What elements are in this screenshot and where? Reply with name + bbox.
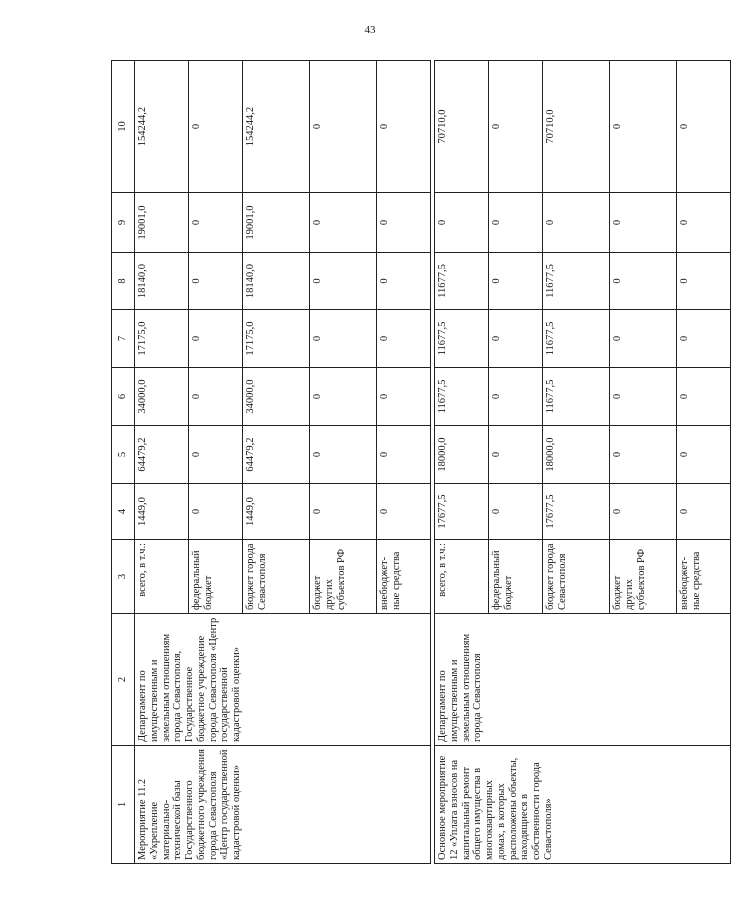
value-cell: 18000,0 — [543, 426, 610, 484]
source-cell: внебюджет-ные средства — [677, 540, 731, 614]
value-cell: 0 — [189, 426, 243, 484]
header-row — [112, 61, 135, 864]
source-cell: бюджет других субъектов РФ — [610, 540, 677, 614]
value-cell: 0 — [610, 253, 677, 310]
value-cell: 11677,5 — [543, 253, 610, 310]
value-cell: 0 — [677, 193, 731, 253]
value-cell: 64479,2 — [135, 426, 189, 484]
source-cell: всего, в т.ч.: — [135, 540, 189, 614]
measure-cell: Мероприятие 11.2 «Укрепление материально-технической базы Государственного бюджетного учреждения города Севастополя «Центр государственной кадастровой оценки» — [135, 746, 431, 864]
column-header: 1 — [112, 746, 135, 864]
value-cell: 0 — [610, 61, 677, 193]
value-cell: 0 — [489, 193, 543, 253]
value-cell: 34000,0 — [243, 368, 310, 426]
value-cell: 0 — [677, 426, 731, 484]
value-cell: 1449,0 — [135, 484, 189, 540]
value-cell: 0 — [677, 61, 731, 193]
table-row — [435, 61, 489, 864]
value-cell: 0 — [310, 484, 377, 540]
value-cell: 0 — [189, 253, 243, 310]
value-cell: 0 — [189, 193, 243, 253]
value-cell: 0 — [377, 253, 431, 310]
value-cell: 0 — [610, 426, 677, 484]
column-header: 8 — [112, 253, 135, 310]
value-cell: 0 — [677, 484, 731, 540]
value-cell: 70710,0 — [435, 61, 489, 193]
value-cell: 0 — [610, 368, 677, 426]
table-row — [135, 61, 189, 864]
value-cell: 0 — [610, 484, 677, 540]
value-cell: 0 — [435, 193, 489, 253]
budget-table — [111, 60, 731, 864]
value-cell: 11677,5 — [435, 253, 489, 310]
value-cell: 18140,0 — [243, 253, 310, 310]
source-cell: всего, в т.ч.: — [435, 540, 489, 614]
column-header: 3 — [112, 540, 135, 614]
value-cell: 0 — [377, 61, 431, 193]
executor-cell: Департамент по имущественным и земельным отношениям города Севастополя — [435, 614, 731, 746]
value-cell: 0 — [310, 193, 377, 253]
value-cell: 11677,5 — [543, 368, 610, 426]
value-cell: 11677,5 — [543, 310, 610, 368]
source-cell: бюджет города Севастополя — [543, 540, 610, 614]
source-cell: бюджет других субъектов РФ — [310, 540, 377, 614]
value-cell: 17677,5 — [543, 484, 610, 540]
rotated-table-wrapper — [111, 61, 702, 864]
value-cell: 154244,2 — [135, 61, 189, 193]
value-cell: 0 — [377, 426, 431, 484]
value-cell: 19001,0 — [135, 193, 189, 253]
value-cell: 0 — [489, 61, 543, 193]
column-header: 4 — [112, 484, 135, 540]
executor-cell: Департамент по имущественным и земельным отношениям города Севастополя, Государственное бюджетное учреждение города Севастополя «Центр государственной кадастровой оценки» — [135, 614, 431, 746]
value-cell: 11677,5 — [435, 368, 489, 426]
column-header: 2 — [112, 614, 135, 746]
value-cell: 0 — [310, 310, 377, 368]
page-number: 43 — [364, 24, 376, 36]
column-header: 9 — [112, 193, 135, 253]
value-cell: 18000,0 — [435, 426, 489, 484]
value-cell: 70710,0 — [543, 61, 610, 193]
value-cell: 0 — [677, 253, 731, 310]
value-cell: 0 — [489, 484, 543, 540]
source-cell: федеральный бюджет — [489, 540, 543, 614]
value-cell: 0 — [543, 193, 610, 253]
source-cell: внебюджет-ные средства — [377, 540, 431, 614]
value-cell: 19001,0 — [243, 193, 310, 253]
value-cell: 0 — [310, 368, 377, 426]
value-cell: 11677,5 — [435, 310, 489, 368]
value-cell: 0 — [610, 310, 677, 368]
value-cell: 0 — [489, 368, 543, 426]
value-cell: 0 — [310, 61, 377, 193]
value-cell: 0 — [489, 253, 543, 310]
value-cell: 0 — [189, 61, 243, 193]
column-header: 7 — [112, 310, 135, 368]
value-cell: 0 — [677, 310, 731, 368]
value-cell: 1449,0 — [243, 484, 310, 540]
value-cell: 64479,2 — [243, 426, 310, 484]
value-cell: 0 — [377, 484, 431, 540]
value-cell: 0 — [189, 368, 243, 426]
value-cell: 0 — [377, 193, 431, 253]
value-cell: 0 — [310, 426, 377, 484]
value-cell: 34000,0 — [135, 368, 189, 426]
column-header: 5 — [112, 426, 135, 484]
value-cell: 0 — [189, 484, 243, 540]
value-cell: 17175,0 — [243, 310, 310, 368]
value-cell: 0 — [377, 310, 431, 368]
value-cell: 154244,2 — [243, 61, 310, 193]
source-cell: федеральный бюджет — [189, 540, 243, 614]
value-cell: 0 — [610, 193, 677, 253]
value-cell: 0 — [310, 253, 377, 310]
value-cell: 0 — [489, 426, 543, 484]
value-cell: 0 — [189, 310, 243, 368]
column-header: 6 — [112, 368, 135, 426]
value-cell: 0 — [377, 368, 431, 426]
column-header: 10 — [112, 61, 135, 193]
value-cell: 0 — [677, 368, 731, 426]
value-cell: 17175,0 — [135, 310, 189, 368]
value-cell: 17677,5 — [435, 484, 489, 540]
measure-cell: Основное мероприятие 12 «Уплата взносов на капитальный ремонт общего имущества в многоквартирных домах, в которых расположены объекты, находящиеся в собственности города Севастополя» — [435, 746, 731, 864]
source-cell: бюджет города Севастополя — [243, 540, 310, 614]
value-cell: 18140,0 — [135, 253, 189, 310]
value-cell: 0 — [489, 310, 543, 368]
